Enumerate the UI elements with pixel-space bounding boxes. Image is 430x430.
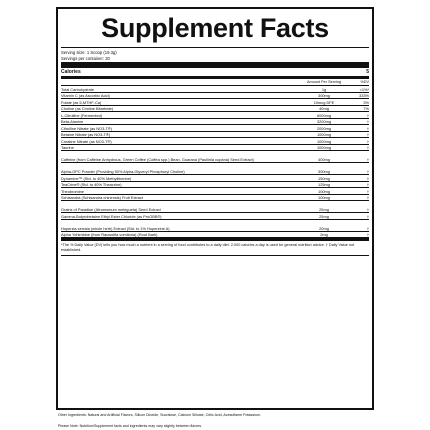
please-note: Please Note: Nutrition/Supplement facts and ingredients may vary slightly between flavors. <box>58 424 203 428</box>
ingredient-amount: 125mg <box>318 182 330 187</box>
ingredient-dv: † <box>366 112 369 118</box>
ingredient-amount: 40mg <box>319 106 329 111</box>
ingredient-dv: † <box>366 132 369 137</box>
ingredient-name: Huperzia serrata (whole herb) Extract (Std. to 1% Huperzine A) <box>61 225 170 231</box>
ingredient-dv: <1%* <box>359 86 369 92</box>
ingredient-amount: 2000mg <box>316 125 332 131</box>
panel-title: Supplement Facts <box>101 13 329 43</box>
ingredient-amount: 1000mg <box>316 138 332 144</box>
ingredient-name: L-Citrulline (Fermented) <box>61 112 103 118</box>
ingredient-name: Creatine Nitrate (as NO3-T®) <box>61 138 112 144</box>
ingredient-name: Grains of Paradise (Aframomum melegueta) Seed Extract <box>61 207 161 212</box>
ingredient-dv: † <box>366 182 369 187</box>
ingredient-name: Folate (as 5-MTHF-Ca) <box>61 99 102 105</box>
daily-value-footnote: *The % Daily Value (DV) tells you how much a nutrient in a serving of food contributes to a daily diet. 2,000 calories a day is used for general nutrition advice. † Daily Value not established. <box>61 241 369 256</box>
other-ingredients: Other Ingredients: Natural and Artificial Flavors, Silicon Dioxide, Sucralose, Calcium Silicate, Citric Acid, Acesulfame Potassium. <box>58 413 261 417</box>
ingredient-dv: 7% <box>363 106 369 111</box>
supplement-facts-panel <box>56 7 374 410</box>
ingredient-name: Theobromine <box>61 188 84 194</box>
ingredient-name: Taurine <box>61 145 74 150</box>
ingredient-dv: † <box>366 175 369 181</box>
ingredient-name: Gamma-Butyrobetaine Ethyl Ester Chloride (as ProGBB®) <box>61 213 162 219</box>
ingredient-dv: † <box>366 125 369 131</box>
ingredient-dv: † <box>366 213 369 219</box>
table-row <box>61 163 369 175</box>
servings-per-container: Servings per container: 20 <box>61 56 110 61</box>
table-row <box>61 220 369 232</box>
ingredient-dv: † <box>366 145 369 150</box>
ingredient-dv: † <box>366 207 369 212</box>
ingredient-name: Dynamine™ (Std. to 40% Methylliberine) <box>61 175 132 181</box>
ingredient-amount: 1000mg <box>316 132 332 137</box>
ingredient-dv: † <box>366 188 369 194</box>
ingredient-amount: 3200mg <box>316 119 332 124</box>
ingredient-amount: 150mg <box>318 175 330 181</box>
ingredient-dv: † <box>366 232 369 237</box>
ingredient-amount: 400mg <box>318 157 330 162</box>
serving-size: Serving Size: 1 Scoop (19.3g) <box>61 50 117 55</box>
ingredient-name: Alpha-GPC Powder (Providing 50% Alpha-Glyceryl Phosphoryl Choline) <box>61 169 185 174</box>
ingredient-dv: † <box>366 169 369 174</box>
calories-row <box>61 68 369 76</box>
table-row <box>61 151 369 163</box>
ingredient-name: Alpha Yohimbine (from Rauwolfia vomitoria) (Root Bark) <box>61 232 158 237</box>
ingredient-amount: 25mg <box>319 213 329 219</box>
ingredient-amount: 20mg <box>319 225 329 231</box>
ingredient-amount: 1g <box>321 86 327 92</box>
ingredient-table <box>61 86 369 238</box>
ingredient-amount: 300mg <box>318 93 330 98</box>
ingredient-amount: 25mg <box>319 207 329 212</box>
calories-label: Calories <box>61 69 81 75</box>
ingredient-amount: 100mg <box>318 188 330 194</box>
ingredient-name: Beta-Alanine <box>61 119 84 124</box>
ingredient-name: Vitamin C (as Ascorbic Acid) <box>61 93 110 98</box>
ingredient-dv: 333% <box>359 93 369 98</box>
ingredient-amount: 10mcg DFE <box>313 99 335 105</box>
ingredient-name: Choline (as Choline Bitartrate) <box>61 106 114 111</box>
ingredient-name: TeaCrine® (Std. to 40% Theacrine) <box>61 182 122 187</box>
ingredient-dv: 3% <box>363 99 369 105</box>
ingredient-amount: 6000mg <box>316 112 332 118</box>
ingredient-name: Schisandra (Schisandra chinensis) Fruit Extract <box>61 195 143 200</box>
ingredient-name: Betaine Nitrate (as NO3-T®) <box>61 132 111 137</box>
ingredient-dv: † <box>366 157 369 162</box>
header-dv: %DV <box>360 80 369 84</box>
ingredient-name: Caffeine (from Caffeine Anhydrous, Green Coffee (Coffea spp.) Bean, Guarana (Paullinia cupana) Seed Extract) <box>61 157 254 162</box>
serving-info <box>61 48 369 62</box>
ingredient-dv: † <box>366 225 369 231</box>
ingredient-amount: 300mg <box>318 169 330 174</box>
ingredient-amount: 1000mg <box>316 145 332 150</box>
ingredient-dv: † <box>366 195 369 200</box>
header-amount: Amount Per Serving <box>307 80 341 84</box>
ingredient-dv: † <box>366 138 369 144</box>
ingredient-amount: 2mg <box>320 232 328 237</box>
ingredient-dv: † <box>366 119 369 124</box>
calories-value: 5 <box>366 69 369 75</box>
table-row <box>61 201 369 213</box>
ingredient-name: Total Carbohydrate <box>61 86 94 92</box>
ingredient-name: Citrulline Nitrate (as NO3-T®) <box>61 125 113 131</box>
ingredient-amount: 100mg <box>318 195 330 200</box>
